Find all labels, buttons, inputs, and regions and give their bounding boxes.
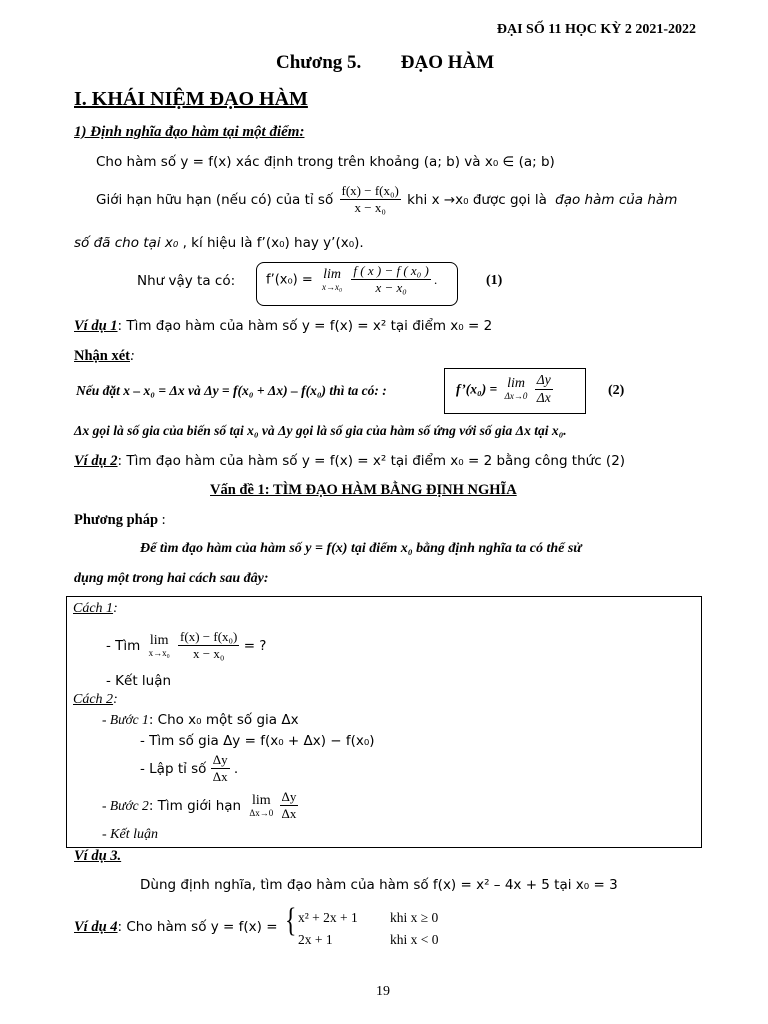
formula-1: [266, 263, 437, 297]
lim-word: lim: [323, 266, 342, 282]
method-colon: :: [158, 512, 166, 528]
remark-colon: :: [130, 348, 135, 364]
formula-2-limit: [505, 377, 528, 401]
example-1: [74, 318, 492, 335]
lim-word-4: lim: [251, 792, 271, 808]
piece-1-cond: khi x ≥ 0: [390, 910, 439, 925]
page-number: 19: [376, 984, 390, 999]
formula-1-end: .: [434, 271, 438, 287]
way-2-conclude: - Kết luận: [102, 827, 158, 842]
lim-subscript-2: Δx→0: [504, 391, 528, 402]
remark: [74, 348, 135, 365]
formula-2-denominator: Δx: [536, 389, 551, 405]
step-2-limit: [249, 794, 273, 818]
ratio-denominator: x − x₀: [354, 200, 386, 216]
way-1-colon: :: [113, 601, 118, 616]
formula-1-fraction: [351, 263, 430, 297]
example-2: [74, 453, 625, 470]
way-2-step-1a: - Tìm số gia Δy = f(x₀ + Δx) − f(x₀): [140, 733, 375, 749]
example-3-text: Dùng định nghĩa, tìm đạo hàm của hàm số f(x) = x² – 4x + 5 tại x₀ = 3: [140, 877, 618, 893]
running-header: ĐẠI SỐ 11 HỌC KỲ 2 2021-2022: [496, 22, 696, 37]
example-4: [74, 919, 278, 936]
way-1-numerator: f(x) − f(x₀): [178, 629, 239, 646]
chapter-name: ĐẠO HÀM: [400, 52, 495, 73]
step-1-text: : Cho x₀ một số gia Δx: [148, 712, 299, 728]
piece-2-cond: khi x < 0: [390, 932, 439, 947]
formula-2: [456, 372, 553, 407]
method-text-2: dụng một trong hai cách sau đây:: [74, 571, 269, 586]
way-2-label: Cách 2: [73, 692, 114, 707]
definition-text-2: khi x →x₀ được gọi là: [407, 191, 547, 208]
way-1-suffix: = ?: [243, 637, 267, 654]
formula-2-fraction: [535, 372, 553, 407]
definition-line-1: Cho hàm số y = f(x) xác định trong trên khoảng (a; b) và x₀ ∈ (a; b): [96, 154, 555, 170]
remark-label: Nhận xét: [74, 348, 130, 364]
method-heading: [74, 512, 166, 529]
step-2-text: : Tìm giới hạn: [148, 797, 242, 814]
definition-text: Giới hạn hữu hạn (nếu có) của tỉ số: [96, 191, 334, 208]
ratio-fraction-2: [211, 752, 230, 786]
example-1-label: Ví dụ 1: [74, 318, 118, 334]
formula-1-limit: [322, 268, 342, 292]
way-2-step-1b: [140, 752, 238, 786]
example-4-label: Ví dụ 4: [74, 919, 118, 935]
section-title: I. KHÁI NIỆM ĐẠO HÀM: [74, 88, 308, 110]
formula-1-numerator: f ( x ) − f ( x₀ ): [351, 263, 430, 280]
example-1-text: : Tìm đạo hàm của hàm số y = f(x) = x² tại điểm x₀ = 2: [117, 318, 493, 334]
piecewise-brace: {: [285, 902, 297, 939]
way-2-heading: [73, 692, 118, 708]
lim-word-3: lim: [149, 632, 169, 648]
way-1-label: Cách 1: [73, 601, 114, 616]
way-1-conclude: - Kết luận: [106, 673, 172, 689]
method-label: Phương pháp: [74, 512, 159, 528]
way-1-formula: [106, 629, 266, 663]
chapter-number: Chương 5.: [276, 52, 362, 73]
lim-subscript-4: Δx→0: [249, 807, 274, 818]
way-1-limit: [149, 634, 170, 658]
ratio-prefix: - Lập tỉ số: [140, 760, 207, 777]
way-1-denominator: x − x₀: [193, 646, 225, 662]
step-2-denominator: Δx: [281, 806, 297, 822]
ratio-numerator: f(x) − f(x₀): [340, 183, 401, 200]
definition-line-2: [96, 183, 677, 217]
formula-2-numerator: Δy: [535, 372, 553, 390]
topic-title: Vấn đề 1: TÌM ĐẠO HÀM BẰNG ĐỊNH NGHĨA: [210, 482, 517, 498]
step-2-numerator: Δy: [280, 789, 299, 806]
piece-1-expr: x² + 2x + 1: [298, 910, 358, 925]
step-2-fraction: [280, 789, 299, 823]
as-such-label: Như vậy ta có:: [137, 273, 236, 289]
ratio-2-numerator: Δy: [211, 752, 230, 769]
lim-word-2: lim: [507, 376, 525, 392]
way-2-colon: :: [113, 692, 118, 707]
example-2-text: : Tìm đạo hàm của hàm số y = f(x) = x² tại điểm x₀ = 2 bằng công thức (2): [117, 453, 626, 469]
formula-1-lhs: f’(x₀) =: [266, 272, 313, 288]
step-1-label: - Bước 1: [102, 712, 149, 727]
increment-text: Δx gọi là số gia của biến số tại x₀ và Δy gọi là số gia của hàm số ứng với số gia Δx tại x₀.: [74, 423, 567, 438]
ratio-2-denominator: Δx: [212, 769, 228, 785]
formula-2-tag: (2): [608, 383, 625, 398]
way-1-fraction: [178, 629, 239, 663]
definition-term: đạo hàm của hàm: [555, 191, 678, 208]
way-1-heading: [73, 601, 118, 617]
lim-subscript-3: x→x₀: [148, 647, 170, 658]
definition-heading: 1) Định nghĩa đạo hàm tại một điểm:: [74, 124, 305, 140]
formula-2-lhs: f’(x₀) =: [456, 381, 498, 397]
ratio-fraction: [340, 183, 401, 217]
definition-line-3: [74, 235, 364, 251]
piece-2-expr: 2x + 1: [298, 932, 333, 947]
lim-subscript: x→x₀: [322, 281, 343, 292]
example-4-text: : Cho hàm số y = f(x) =: [117, 919, 278, 935]
formula-1-tag: (1): [486, 273, 503, 288]
example-2-label: Ví dụ 2: [74, 453, 118, 469]
definition-term-2: số đã cho tại x₀: [74, 235, 179, 251]
example-3-label: Ví dụ 3.: [74, 848, 122, 864]
remark-text: Nếu đặt x – x₀ = Δx và Δy = f(x₀ + Δx) – f(x₀) thì ta có: :: [76, 383, 387, 398]
definition-notation: , kí hiệu là f’(x₀) hay y’(x₀).: [182, 235, 364, 251]
way-2-step-2: [102, 789, 298, 823]
way-1-find: - Tìm: [106, 637, 141, 654]
chapter-title: [276, 52, 494, 74]
step-2-label: - Bước 2: [102, 797, 149, 813]
method-text-1: Để tìm đạo hàm của hàm số y = f(x) tại điểm x₀ bằng định nghĩa ta có thể sử: [140, 541, 582, 556]
way-2-step-1: [102, 712, 299, 728]
ratio-end: .: [233, 760, 239, 777]
formula-1-denominator: x − x₀: [375, 280, 407, 296]
